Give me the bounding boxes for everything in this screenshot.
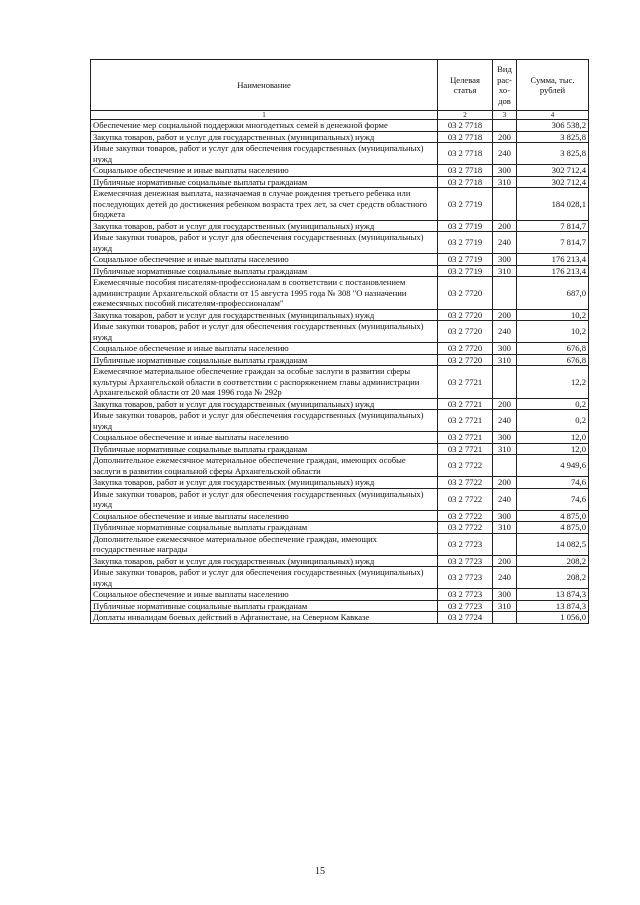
row-target-code: 03 2 7719 [438, 232, 493, 254]
table-row [91, 567, 589, 589]
row-expense-type [493, 612, 517, 624]
row-name: Иные закупки товаров, работ и услуг для обеспечения государственных (муниципальных) нужд [91, 321, 438, 343]
table-row [91, 410, 589, 432]
header-vid: Вид рас-хо-дов [493, 60, 517, 111]
page-number: 15 [315, 866, 325, 877]
row-sum: 7 814,7 [517, 232, 589, 254]
row-name: Публичные нормативные социальные выплаты гражданам [91, 354, 438, 366]
table-row [91, 277, 589, 310]
table-row [91, 398, 589, 410]
row-name: Социальное обеспечение и иные выплаты населению [91, 510, 438, 522]
row-name: Социальное обеспечение и иные выплаты населению [91, 432, 438, 444]
row-sum: 10,2 [517, 321, 589, 343]
row-expense-type: 200 [493, 477, 517, 489]
table-row [91, 309, 589, 321]
row-target-code: 03 2 7721 [438, 398, 493, 410]
row-expense-type: 200 [493, 398, 517, 410]
row-name: Закупка товаров, работ и услуг для государственных (муниципальных) нужд [91, 131, 438, 143]
row-name: Иные закупки товаров, работ и услуг для обеспечения государственных (муниципальных) нужд [91, 567, 438, 589]
row-expense-type: 240 [493, 143, 517, 165]
table-row [91, 188, 589, 221]
table-row [91, 143, 589, 165]
row-name: Публичные нормативные социальные выплаты гражданам [91, 600, 438, 612]
row-name: Ежемесячные пособия писателям-профессионалам в соответствии с постановлением администрации Архангельской области от 15 августа 1995 года № 308 "О назначении ежемесячных пособий писателям-профессионалам" [91, 277, 438, 310]
row-sum: 176 213,4 [517, 254, 589, 266]
table-row [91, 354, 589, 366]
table-row [91, 600, 589, 612]
row-sum: 4 875,0 [517, 522, 589, 534]
row-expense-type [493, 188, 517, 221]
table-header-row [91, 60, 589, 111]
row-sum: 208,2 [517, 555, 589, 567]
table-row [91, 533, 589, 555]
row-sum: 14 082,5 [517, 533, 589, 555]
row-expense-type: 240 [493, 410, 517, 432]
row-target-code: 03 2 7720 [438, 321, 493, 343]
row-name: Социальное обеспечение и иные выплаты населению [91, 254, 438, 266]
table-row [91, 120, 589, 132]
row-target-code: 03 2 7719 [438, 265, 493, 277]
row-expense-type: 310 [493, 443, 517, 455]
row-target-code: 03 2 7721 [438, 443, 493, 455]
row-target-code: 03 2 7723 [438, 533, 493, 555]
table-row [91, 432, 589, 444]
document-page [90, 59, 588, 624]
row-sum: 12,0 [517, 443, 589, 455]
row-target-code: 03 2 7724 [438, 612, 493, 624]
row-expense-type: 310 [493, 600, 517, 612]
row-sum: 676,8 [517, 354, 589, 366]
row-target-code: 03 2 7722 [438, 477, 493, 489]
row-expense-type: 200 [493, 309, 517, 321]
table-row [91, 176, 589, 188]
table-row [91, 477, 589, 489]
table-row [91, 522, 589, 534]
row-sum: 74,6 [517, 488, 589, 510]
row-name: Иные закупки товаров, работ и услуг для обеспечения государственных (муниципальных) нужд [91, 410, 438, 432]
row-sum: 13 874,3 [517, 600, 589, 612]
row-name: Публичные нормативные социальные выплаты гражданам [91, 443, 438, 455]
column-number-row [91, 111, 589, 120]
row-target-code: 03 2 7722 [438, 455, 493, 477]
table-row [91, 321, 589, 343]
row-target-code: 03 2 7720 [438, 277, 493, 310]
row-expense-type [493, 366, 517, 399]
row-name: Социальное обеспечение и иные выплаты населению [91, 343, 438, 355]
row-name: Иные закупки товаров, работ и услуг для обеспечения государственных (муниципальных) нужд [91, 143, 438, 165]
row-target-code: 03 2 7718 [438, 143, 493, 165]
row-target-code: 03 2 7718 [438, 165, 493, 177]
row-sum: 676,8 [517, 343, 589, 355]
row-expense-type: 300 [493, 254, 517, 266]
table-row [91, 555, 589, 567]
table-row [91, 455, 589, 477]
row-target-code: 03 2 7722 [438, 510, 493, 522]
row-sum: 12,0 [517, 432, 589, 444]
row-sum: 4 875,0 [517, 510, 589, 522]
column-number: 3 [493, 111, 517, 120]
row-name: Иные закупки товаров, работ и услуг для обеспечения государственных (муниципальных) нужд [91, 232, 438, 254]
row-target-code: 03 2 7719 [438, 254, 493, 266]
row-sum: 208,2 [517, 567, 589, 589]
row-name: Дополнительное ежемесячное материальное обеспечение граждан, имеющих государственные награды [91, 533, 438, 555]
row-name: Закупка товаров, работ и услуг для государственных (муниципальных) нужд [91, 309, 438, 321]
row-sum: 12,2 [517, 366, 589, 399]
row-target-code: 03 2 7720 [438, 309, 493, 321]
row-target-code: 03 2 7720 [438, 343, 493, 355]
row-sum: 3 825,8 [517, 131, 589, 143]
row-expense-type [493, 533, 517, 555]
row-sum: 176 213,4 [517, 265, 589, 277]
table-row [91, 443, 589, 455]
table-row [91, 366, 589, 399]
table-row [91, 165, 589, 177]
row-expense-type: 200 [493, 220, 517, 232]
column-number: 4 [517, 111, 589, 120]
row-name: Закупка товаров, работ и услуг для государственных (муниципальных) нужд [91, 477, 438, 489]
row-expense-type: 240 [493, 232, 517, 254]
row-name: Социальное обеспечение и иные выплаты населению [91, 589, 438, 601]
row-target-code: 03 2 7719 [438, 188, 493, 221]
row-sum: 13 874,3 [517, 589, 589, 601]
row-name: Закупка товаров, работ и услуг для государственных (муниципальных) нужд [91, 555, 438, 567]
row-expense-type: 240 [493, 567, 517, 589]
row-sum: 3 825,8 [517, 143, 589, 165]
row-target-code: 03 2 7722 [438, 522, 493, 534]
row-expense-type: 310 [493, 354, 517, 366]
row-name: Ежемесячная денежная выплата, назначаемая в случае рождения третьего ребенка или последующих детей до достижения ребенком возраста трех лет, за счет средств областного бюджета [91, 188, 438, 221]
table-row [91, 343, 589, 355]
table-row [91, 589, 589, 601]
column-number: 1 [91, 111, 438, 120]
row-target-code: 03 2 7718 [438, 120, 493, 132]
row-target-code: 03 2 7723 [438, 589, 493, 601]
row-sum: 0,2 [517, 398, 589, 410]
header-sum: Сумма, тыс. рублей [517, 60, 589, 111]
row-expense-type: 300 [493, 165, 517, 177]
row-expense-type: 300 [493, 589, 517, 601]
row-name: Закупка товаров, работ и услуг для государственных (муниципальных) нужд [91, 398, 438, 410]
row-target-code: 03 2 7721 [438, 410, 493, 432]
row-sum: 687,0 [517, 277, 589, 310]
row-name: Дополнительное ежемесячное материальное обеспечение граждан, имеющих особые заслуги в развитии социальной сферы Архангельской области [91, 455, 438, 477]
row-name: Обеспечение мер социальной поддержки многодетных семей в денежной форме [91, 120, 438, 132]
row-name: Ежемесячное материальное обеспечение граждан за особые заслуги в развитии сферы культуры Архангельской области в соответствии с распоряжением главы администрации Архангельской области от 20 мая 1996 года № 292р [91, 366, 438, 399]
row-target-code: 03 2 7723 [438, 600, 493, 612]
row-target-code: 03 2 7718 [438, 176, 493, 188]
row-target-code: 03 2 7720 [438, 354, 493, 366]
row-sum: 302 712,4 [517, 176, 589, 188]
row-target-code: 03 2 7723 [438, 555, 493, 567]
row-name: Социальное обеспечение и иные выплаты населению [91, 165, 438, 177]
row-expense-type: 300 [493, 432, 517, 444]
table-row [91, 612, 589, 624]
row-name: Закупка товаров, работ и услуг для государственных (муниципальных) нужд [91, 220, 438, 232]
row-target-code: 03 2 7719 [438, 220, 493, 232]
budget-table [90, 59, 589, 624]
header-name: Наименование [91, 60, 438, 111]
row-expense-type: 200 [493, 555, 517, 567]
table-row [91, 265, 589, 277]
row-expense-type: 200 [493, 131, 517, 143]
row-expense-type [493, 120, 517, 132]
row-expense-type: 310 [493, 176, 517, 188]
row-sum: 10,2 [517, 309, 589, 321]
row-name: Публичные нормативные социальные выплаты гражданам [91, 522, 438, 534]
row-sum: 74,6 [517, 477, 589, 489]
row-expense-type: 240 [493, 321, 517, 343]
table-row [91, 220, 589, 232]
row-expense-type: 300 [493, 510, 517, 522]
row-name: Публичные нормативные социальные выплаты гражданам [91, 265, 438, 277]
row-sum: 1 056,0 [517, 612, 589, 624]
row-expense-type: 310 [493, 522, 517, 534]
row-target-code: 03 2 7721 [438, 432, 493, 444]
row-sum: 184 028,1 [517, 188, 589, 221]
row-sum: 302 712,4 [517, 165, 589, 177]
row-sum: 7 814,7 [517, 220, 589, 232]
table-row [91, 488, 589, 510]
row-sum: 0,2 [517, 410, 589, 432]
row-expense-type: 240 [493, 488, 517, 510]
row-sum: 4 949,6 [517, 455, 589, 477]
table-row [91, 131, 589, 143]
table-row [91, 510, 589, 522]
column-number: 2 [438, 111, 493, 120]
row-name: Иные закупки товаров, работ и услуг для обеспечения государственных (муниципальных) нужд [91, 488, 438, 510]
row-name: Доплаты инвалидам боевых действий в Афганистане, на Северном Кавказе [91, 612, 438, 624]
row-expense-type [493, 455, 517, 477]
row-sum: 306 538,2 [517, 120, 589, 132]
row-target-code: 03 2 7722 [438, 488, 493, 510]
table-body [91, 120, 589, 624]
row-expense-type: 310 [493, 265, 517, 277]
header-target: Целевая статья [438, 60, 493, 111]
table-row [91, 232, 589, 254]
row-expense-type [493, 277, 517, 310]
table-row [91, 254, 589, 266]
row-target-code: 03 2 7718 [438, 131, 493, 143]
row-target-code: 03 2 7721 [438, 366, 493, 399]
row-expense-type: 300 [493, 343, 517, 355]
row-name: Публичные нормативные социальные выплаты гражданам [91, 176, 438, 188]
row-target-code: 03 2 7723 [438, 567, 493, 589]
